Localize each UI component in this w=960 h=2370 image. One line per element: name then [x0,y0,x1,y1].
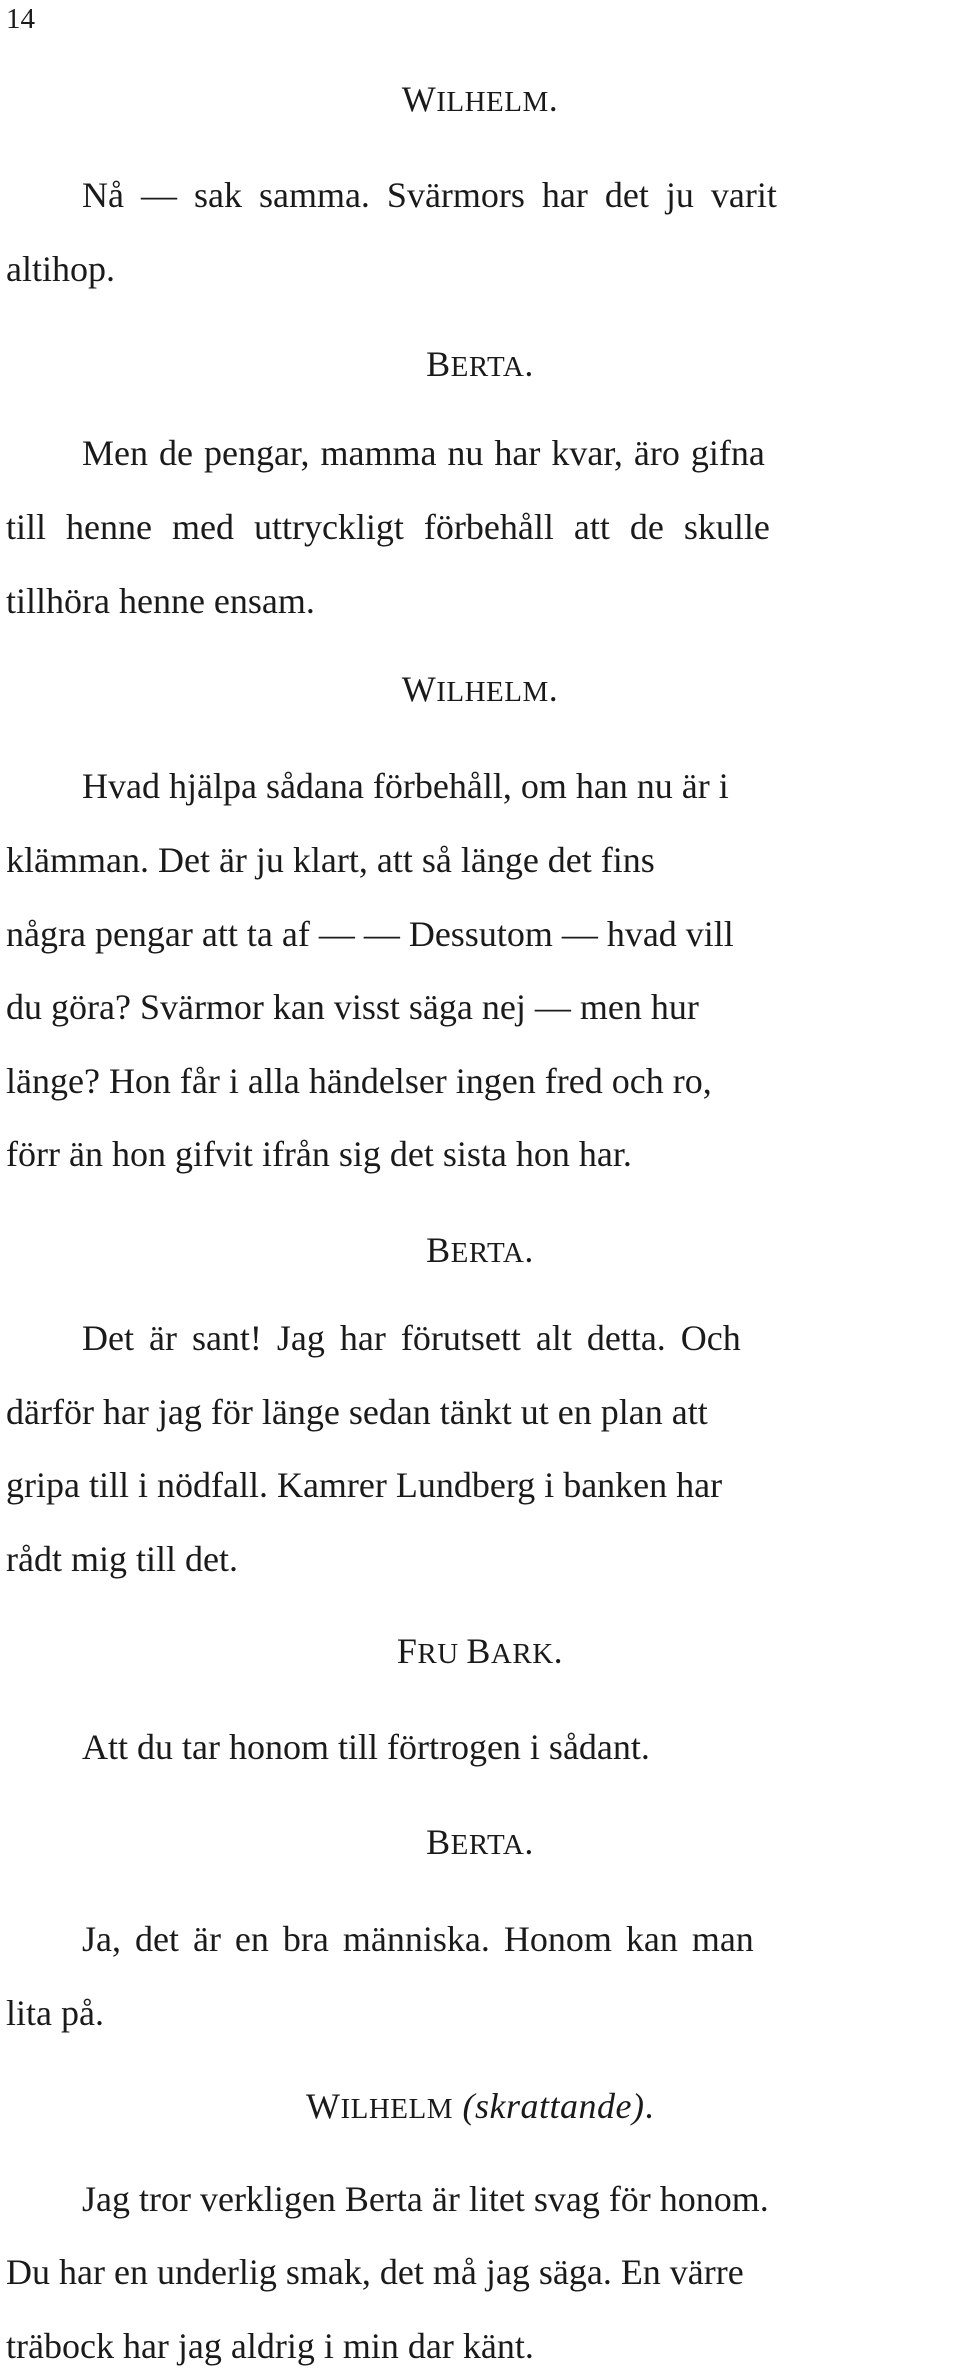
dialogue-line: länge? Hon får i alla händelser ingen fred och ro, [6,1061,712,1101]
dialogue-line: klämman. Det är ju klart, att så länge det fins [6,840,655,880]
page-number: 14 [6,3,35,35]
dialogue-line: förr än hon gifvit ifrån sig det sista hon har. [6,1134,632,1174]
dialogue-line: rådt mig till det. [6,1539,238,1579]
dialogue-line: Ja, det är en bra människa. Honom kan man [82,1919,754,1959]
dialogue-line: Att du tar honom till förtrogen i sådant. [82,1727,650,1767]
dialogue-line: därför har jag för länge sedan tänkt ut en plan att [6,1392,708,1432]
dialogue-line: Nå — sak samma. Svärmors har det ju varit [82,175,777,215]
speaker-heading: WILHELM (skrattande). [306,2086,654,2126]
speaker-heading: FRU BARK. [396,1631,564,1671]
dialogue-line: Hvad hjälpa sådana förbehåll, om han nu är i [82,766,729,806]
dialogue-line: lita på. [6,1993,104,2033]
speaker-heading: WILHELM. [401,669,559,709]
dialogue-line: tillhöra henne ensam. [6,581,315,621]
dialogue-line: Det är sant! Jag har förutsett alt detta. Och [82,1318,741,1358]
dialogue-line: Jag tror verkligen Berta är litet svag för honom. [82,2179,769,2219]
stage-direction: (skrattande) [462,2086,645,2126]
dialogue-line: gripa till i nödfall. Kamrer Lundberg i banken har [6,1465,723,1505]
speaker-heading: BERTA. [426,344,534,384]
dialogue-line: Men de pengar, mamma nu har kvar, äro gifna [82,433,765,473]
dialogue-line: altihop. [6,249,115,289]
dialogue-line: till henne med uttryckligt förbehåll att de skulle [6,507,770,547]
speaker-heading: BERTA. [426,1822,534,1862]
dialogue-line: du göra? Svärmor kan visst säga nej — men hur [6,987,699,1027]
dialogue-line: träbock har jag aldrig i min dar känt. [6,2326,534,2366]
speaker-heading: BERTA. [426,1230,534,1270]
speaker-heading: WILHELM. [401,79,559,119]
dialogue-line: Du har en underlig smak, det må jag säga. En värre [6,2252,744,2292]
dialogue-line: några pengar att ta af — — Dessutom — hvad vill [6,914,734,954]
